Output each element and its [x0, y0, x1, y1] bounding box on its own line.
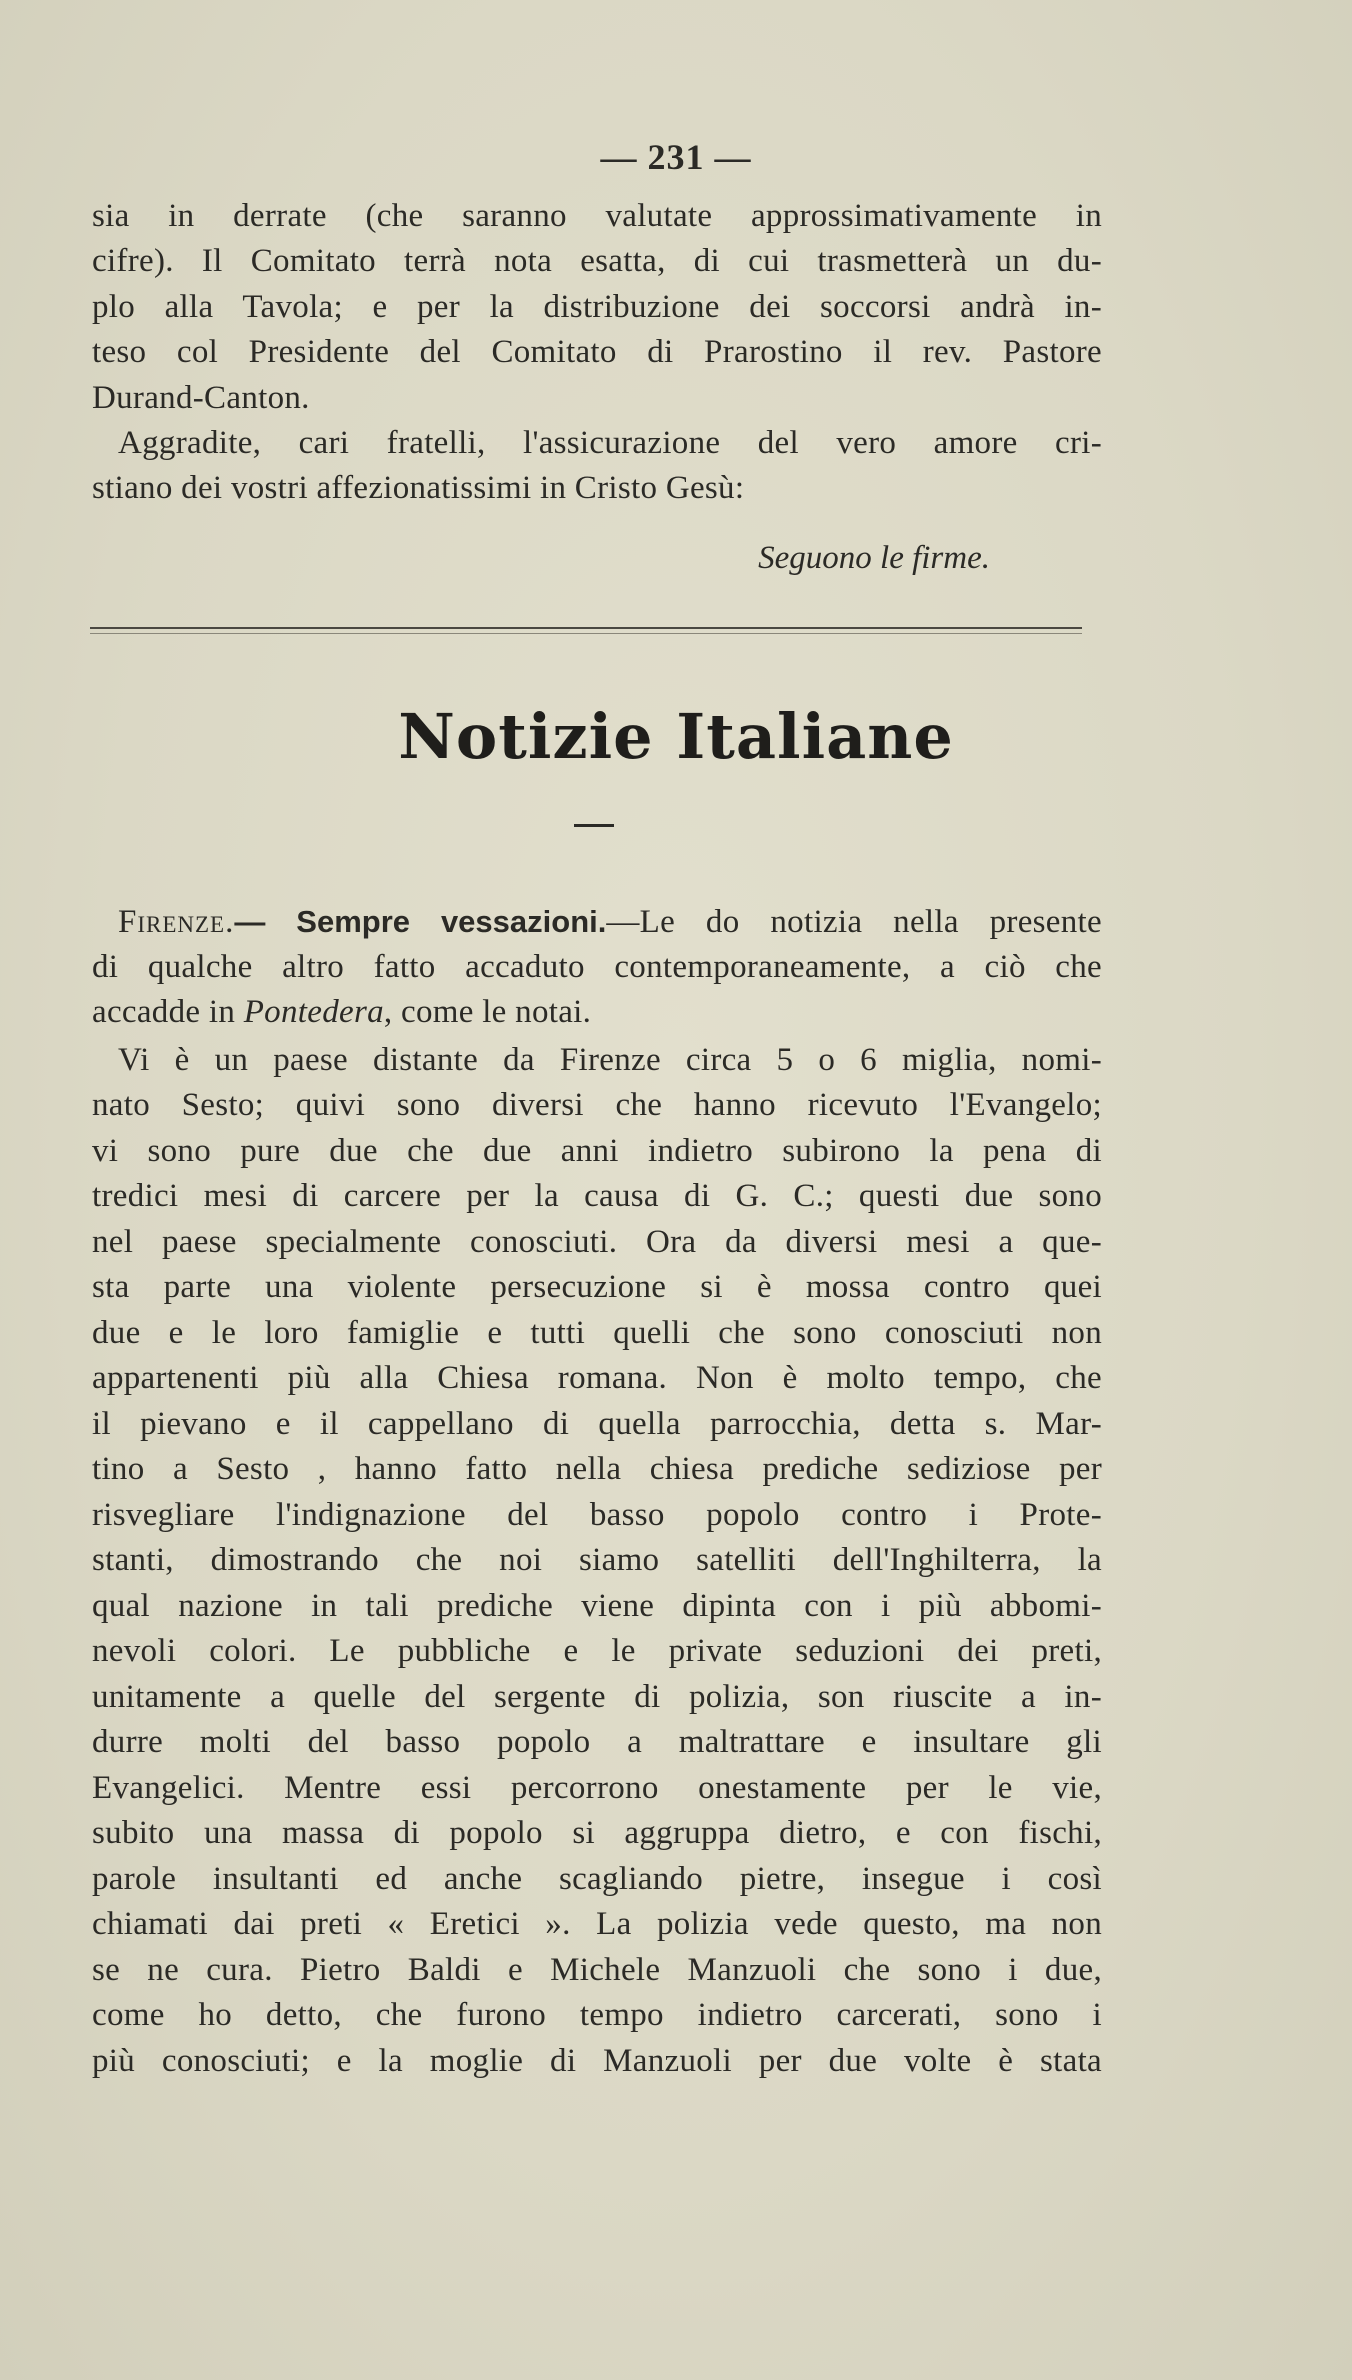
- text-line: il pievano e il cappellano di quella parrocchia, detta s. Mar-: [92, 1406, 1102, 1442]
- text-line: se ne cura. Pietro Baldi e Michele Manzuoli che sono i due,: [92, 1952, 1102, 1988]
- text-line: appartenenti più alla Chiesa romana. Non è molto tempo, che: [92, 1360, 1102, 1396]
- text-line: Evangelici. Mentre essi percorrono onestamente per le vie,: [92, 1770, 1102, 1806]
- article-lead-line: [118, 902, 1102, 942]
- text-line: nevoli colori. Le pubbliche e le private seduzioni dei preti,: [92, 1633, 1102, 1669]
- text-line: più conosciuti; e la moglie di Manzuoli per due volte è stata: [92, 2043, 1102, 2079]
- text-line: nato Sesto; quivi sono diversi che hanno ricevuto l'Evangelo;: [92, 1087, 1102, 1123]
- text-line: qual nazione in tali prediche viene dipinta con i più abbomi-: [92, 1588, 1102, 1624]
- article-headline: — Sempre vessazioni.: [234, 904, 607, 939]
- text-line: Durand-Canton.: [92, 380, 310, 416]
- text-fragment: , come le notai.: [383, 994, 592, 1030]
- section-divider: [90, 627, 1082, 629]
- title-dash: [574, 824, 614, 827]
- text-line: nel paese specialmente conosciuti. Ora da diversi mesi a que-: [92, 1224, 1102, 1260]
- text-line: stanti, dimostrando che noi siamo satelliti dell'Inghilterra, la: [92, 1542, 1102, 1578]
- text-line: parole insultanti ed anche scagliando pietre, insegue i così: [92, 1861, 1102, 1897]
- article-lead-rest: —Le do notizia nella presente: [606, 904, 1102, 940]
- text-line: sta parte una violente persecuzione si è mossa contro quei: [92, 1269, 1102, 1305]
- text-line: vi sono pure due che due anni indietro subirono la pena di: [92, 1133, 1102, 1169]
- text-line: tredici mesi di carcere per la causa di G. C.; questi due sono: [92, 1178, 1102, 1214]
- section-title: Notizie Italiane: [398, 700, 954, 773]
- text-line: due e le loro famiglie e tutti quelli che sono conosciuti non: [92, 1315, 1102, 1351]
- text-line: teso col Presidente del Comitato di Prarostino il rev. Pastore: [92, 334, 1102, 370]
- signature-line: Seguono le firme.: [758, 540, 990, 576]
- section-divider-thin: [90, 633, 1082, 634]
- text-line: chiamati dai preti « Eretici ». La polizia vede questo, ma non: [92, 1906, 1102, 1942]
- text-line: subito una massa di popolo si aggruppa dietro, e con fischi,: [92, 1815, 1102, 1851]
- text-line: Vi è un paese distante da Firenze circa 5 o 6 miglia, nomi-: [118, 1042, 1102, 1078]
- text-line: di qualche altro fatto accaduto contemporaneamente, a ciò che: [92, 949, 1102, 985]
- page-number: — 231 —: [600, 137, 752, 177]
- text-line: Aggradite, cari fratelli, l'assicurazione del vero amore cri-: [118, 425, 1102, 461]
- text-line: cifre). Il Comitato terrà nota esatta, di cui trasmetterà un du-: [92, 243, 1102, 279]
- text-line: stiano dei vostri affezionatissimi in Cristo Gesù:: [92, 470, 745, 506]
- italic-place-name: Pontedera: [243, 994, 384, 1030]
- text-line: sia in derrate (che saranno valutate approssimativamente in: [92, 198, 1102, 234]
- text-line: plo alla Tavola; e per la distribuzione dei soccorsi andrà in-: [92, 289, 1102, 325]
- text-line: durre molti del basso popolo a maltrattare e insultare gli: [92, 1724, 1102, 1760]
- text-line: risvegliare l'indignazione del basso popolo contro i Prote-: [92, 1497, 1102, 1533]
- text-line-with-italic: [92, 992, 1102, 1032]
- text-line: come ho detto, che furono tempo indietro carcerati, sono i: [92, 1997, 1102, 2033]
- text-line: unitamente a quelle del sergente di polizia, son riuscite a in-: [92, 1679, 1102, 1715]
- text-line: tino a Sesto , hanno fatto nella chiesa prediche sediziose per: [92, 1451, 1102, 1487]
- article-place: Firenze.: [118, 904, 235, 940]
- text-fragment: accadde in: [92, 994, 244, 1030]
